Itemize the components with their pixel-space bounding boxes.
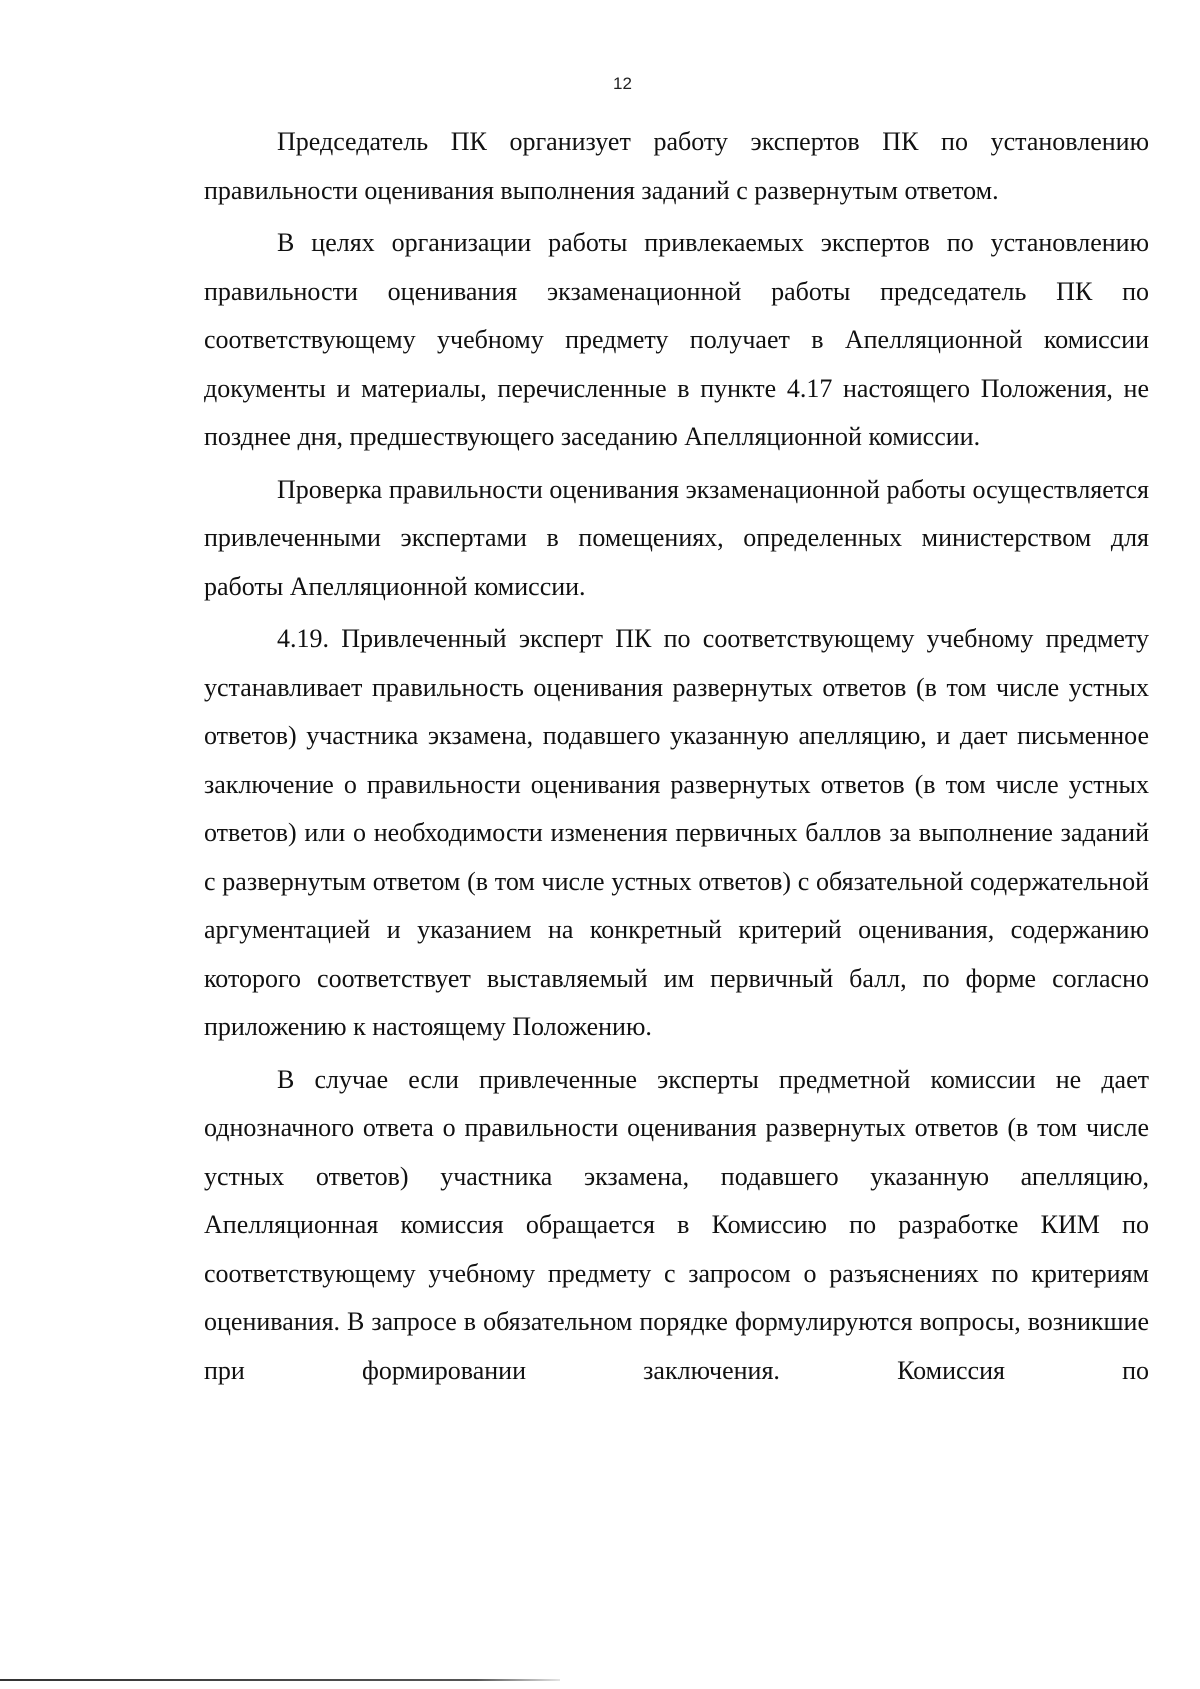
paragraph-kim-commission-request: В случае если привлеченные эксперты предметной комиссии не дает однозначного ответа о правильности оценивания развернутых ответов (в том числе устных ответов) участника экзамена, подавшего указанную апелляцию, Апелляционная комиссия обращается в Комиссию по разработке КИМ по соответствующему учебному предмету с запросом о разъяснениях по критериям оценивания. В запросе в обязательном порядке формулируются вопросы, возникшие при формировании заключения. Комиссия по — [204, 1064, 1149, 1385]
page-number: 12 — [613, 74, 632, 93]
paragraph-section-4-19: 4.19. Привлеченный эксперт ПК по соответствующему учебному предмету устанавливает правильность оценивания развернутых ответов (в том числе устных ответов) участника экзамена, подавшего указанную апелляцию, и дает письменное заключение о правильности оценивания развернутых ответов (в том числе устных ответов) или о необходимости изменения первичных баллов за выполнение заданий с развернутым ответом (в том числе устных ответов) с обязательной содержательной аргументацией и указанием на конкретный критерий оценивания, содержанию которого соответствует выставляемый им первичный балл, по форме согласно приложению к настоящему Положению. — [204, 624, 1149, 1041]
paragraph-expert-organization: Председатель ПК организует работу экспертов ПК по установлению правильности оценивания выполнения заданий с развернутым ответом. — [204, 127, 1149, 205]
document-body — [204, 118, 1149, 1399]
paragraph-documents-and-materials: В целях организации работы привлекаемых экспертов по установлению правильности оценивания экзаменационной работы председатель ПК по соответствующему учебному предмету получает в Апелляционной комиссии документы и материалы, перечисленные в пункте 4.17 настоящего Положения, не позднее дня, предшествующего заседанию Апелляционной комиссии. — [204, 228, 1149, 451]
scan-edge-line — [0, 1679, 560, 1681]
paragraph-verification-location: Проверка правильности оценивания экзаменационной работы осуществляется привлеченными экспертами в помещениях, определенных министерством для работы Апелляционной комиссии. — [204, 474, 1149, 601]
